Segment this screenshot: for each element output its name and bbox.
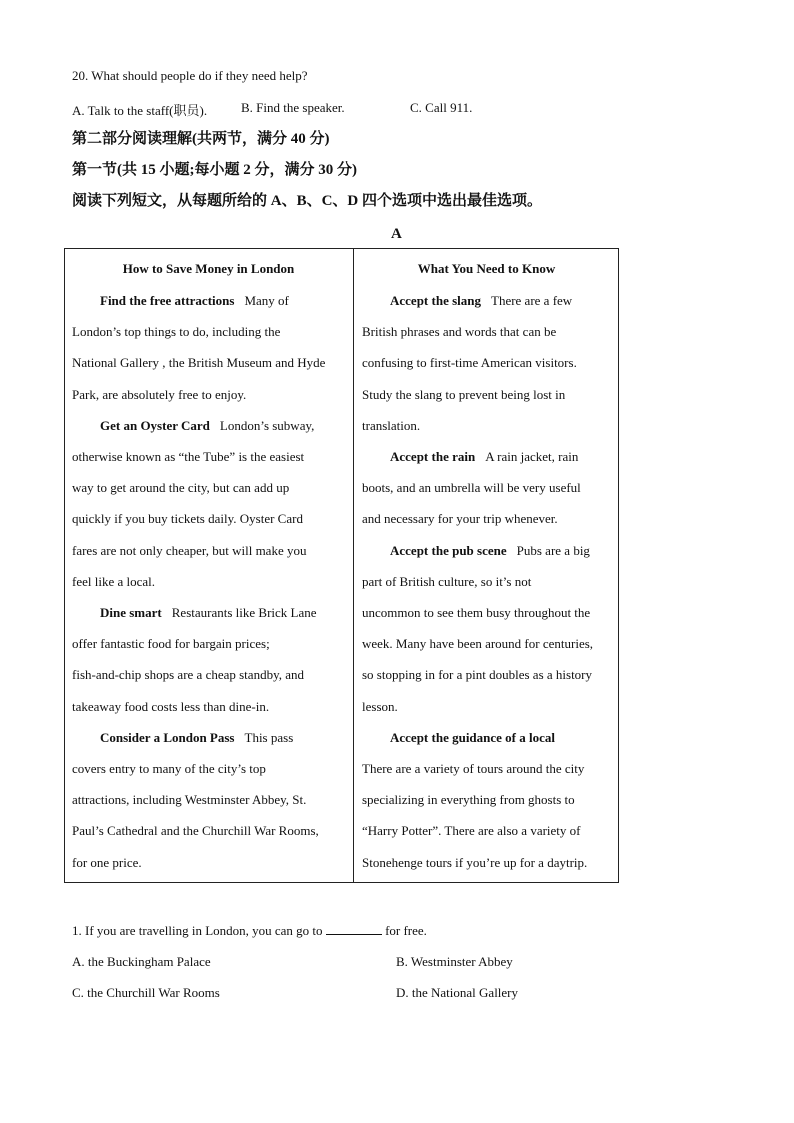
text-line — [72, 855, 142, 871]
tip-text: There are a few — [491, 293, 573, 308]
passage-label: A — [391, 226, 402, 242]
left-column-title: How to Save Money in London — [122, 261, 295, 276]
text-line — [362, 355, 577, 371]
part-title: 第二部分阅读理解(共两节，满分 40 分) — [72, 131, 330, 147]
tip-text: translation. — [362, 418, 421, 433]
tip-text: Restaurants like Brick Lane — [171, 605, 317, 620]
text-line — [362, 418, 420, 434]
text-line — [362, 855, 587, 871]
text-line — [72, 324, 280, 340]
tip-text: This pass — [244, 730, 294, 745]
tip-text: uncommon to see them busy throughout the — [362, 605, 591, 620]
tip-text: feel like a local. — [72, 574, 156, 589]
tip-text: Paul’s Cathedral and the Churchill War Rooms, — [72, 823, 319, 838]
tip-text: fares are not only cheaper, but will make you — [72, 543, 307, 558]
tip-text: There are a variety of tours around the city — [362, 761, 585, 776]
tip-text: London’s subway, — [219, 418, 315, 433]
tip-heading: Find the free attractions — [100, 293, 235, 308]
q1-question-end: for free. — [385, 923, 427, 938]
q1-option-d: D. the National Gallery — [396, 985, 519, 1000]
tip-text: week. Many have been around for centuries, — [362, 636, 594, 651]
tip-text: for one price. — [72, 855, 142, 870]
text-line — [72, 387, 246, 403]
text-line — [72, 543, 306, 559]
text-line — [362, 699, 398, 715]
tip-text: specializing in everything from ghosts to — [362, 792, 575, 807]
tip-text: National Gallery , the British Museum and Hyde — [72, 355, 326, 370]
tip-heading: Accept the rain — [390, 449, 476, 464]
tip-text: quickly if you buy tickets daily. Oyster Card — [72, 511, 303, 526]
text-line — [100, 418, 314, 434]
tip-text: Stonehenge tours if you’re up for a daytrip. — [362, 855, 588, 870]
tip-text: boots, and an umbrella will be very useful — [362, 480, 581, 495]
tip-text: fish-and-chip shops are a cheap standby, and — [72, 667, 304, 682]
tip-text: and necessary for your trip whenever. — [362, 511, 558, 526]
text-line — [362, 792, 575, 808]
text-line — [362, 761, 584, 777]
tip-text: confusing to first-time American visitors. — [362, 355, 577, 370]
text-line — [362, 387, 565, 403]
tip-text: Study the slang to prevent being lost in — [362, 387, 566, 402]
tip-text: London’s top things to do, including the — [72, 324, 281, 339]
tip-text: “Harry Potter”. There are also a variety of — [362, 823, 581, 838]
text-line — [362, 823, 581, 839]
tip-text: attractions, including Westminster Abbey, St. — [72, 792, 307, 807]
text-line — [390, 293, 572, 309]
tip-text: otherwise known as “the Tube” is the easiest — [72, 449, 305, 464]
tip-text: Park, are absolutely free to enjoy. — [72, 387, 247, 402]
text-line — [72, 355, 325, 371]
text-line — [390, 449, 578, 465]
instruction: 阅读下列短文，从每题所给的 A、B、C、D 四个选项中选出最佳选项。 — [72, 193, 543, 209]
tip-text: offer fantastic food for bargain prices; — [72, 636, 270, 651]
q20-option-a: A. Talk to the staff(职员). — [72, 103, 208, 118]
sub-title: 第一节(共 15 小题;每小题 2 分，满分 30 分) — [72, 162, 357, 178]
q20-option-b: B. Find the speaker. — [241, 100, 345, 115]
tip-text: way to get around the city, but can add up — [72, 480, 290, 495]
text-line — [72, 636, 270, 652]
passage-table — [64, 248, 619, 883]
text-line — [72, 761, 266, 777]
tip-heading: Accept the guidance of a local — [390, 730, 556, 745]
tip-heading: Get an Oyster Card — [100, 418, 210, 433]
text-line — [100, 730, 293, 746]
text-line — [100, 605, 317, 621]
tip-heading: Accept the pub scene — [390, 543, 507, 558]
text-line — [72, 449, 304, 465]
text-line — [100, 293, 289, 309]
tip-text: Pubs are a big — [516, 543, 590, 558]
q1-option-b: B. Westminster Abbey — [396, 954, 513, 969]
text-line — [72, 667, 304, 683]
tip-text: so stopping in for a pint doubles as a history — [362, 667, 593, 682]
q20-question: 20. What should people do if they need help? — [72, 68, 308, 83]
text-line — [72, 511, 303, 527]
q1-question-start: 1. If you are travelling in London, you can go to — [72, 923, 323, 938]
text-line — [72, 574, 155, 590]
text-line — [72, 792, 306, 808]
q1-option-a: A. the Buckingham Palace — [72, 954, 211, 969]
tip-text: British phrases and words that can be — [362, 324, 557, 339]
text-line — [362, 574, 531, 590]
text-line — [390, 543, 590, 559]
tip-text: covers entry to many of the city’s top — [72, 761, 266, 776]
answer-blank — [326, 923, 382, 935]
tip-text: lesson. — [362, 699, 398, 714]
text-line — [72, 823, 319, 839]
text-line — [72, 699, 269, 715]
text-line — [362, 480, 581, 496]
tip-text: part of British culture, so it’s not — [362, 574, 532, 589]
q1-question — [72, 923, 427, 939]
text-line — [390, 730, 555, 746]
tip-text: A rain jacket, rain — [485, 449, 579, 464]
tip-heading: Consider a London Pass — [100, 730, 235, 745]
right-column-title: What You Need to Know — [417, 261, 556, 276]
q1-option-c: C. the Churchill War Rooms — [72, 985, 220, 1000]
text-line — [72, 480, 289, 496]
tip-heading: Accept the slang — [390, 293, 481, 308]
text-line — [362, 636, 593, 652]
tip-heading: Dine smart — [100, 605, 162, 620]
text-line — [362, 667, 592, 683]
q20-option-c: C. Call 911. — [410, 100, 473, 115]
tip-text: Many of — [244, 293, 289, 308]
text-line — [362, 605, 590, 621]
text-line — [362, 324, 556, 340]
table-divider — [353, 248, 354, 883]
text-line — [362, 511, 558, 527]
tip-text: takeaway food costs less than dine-in. — [72, 699, 270, 714]
